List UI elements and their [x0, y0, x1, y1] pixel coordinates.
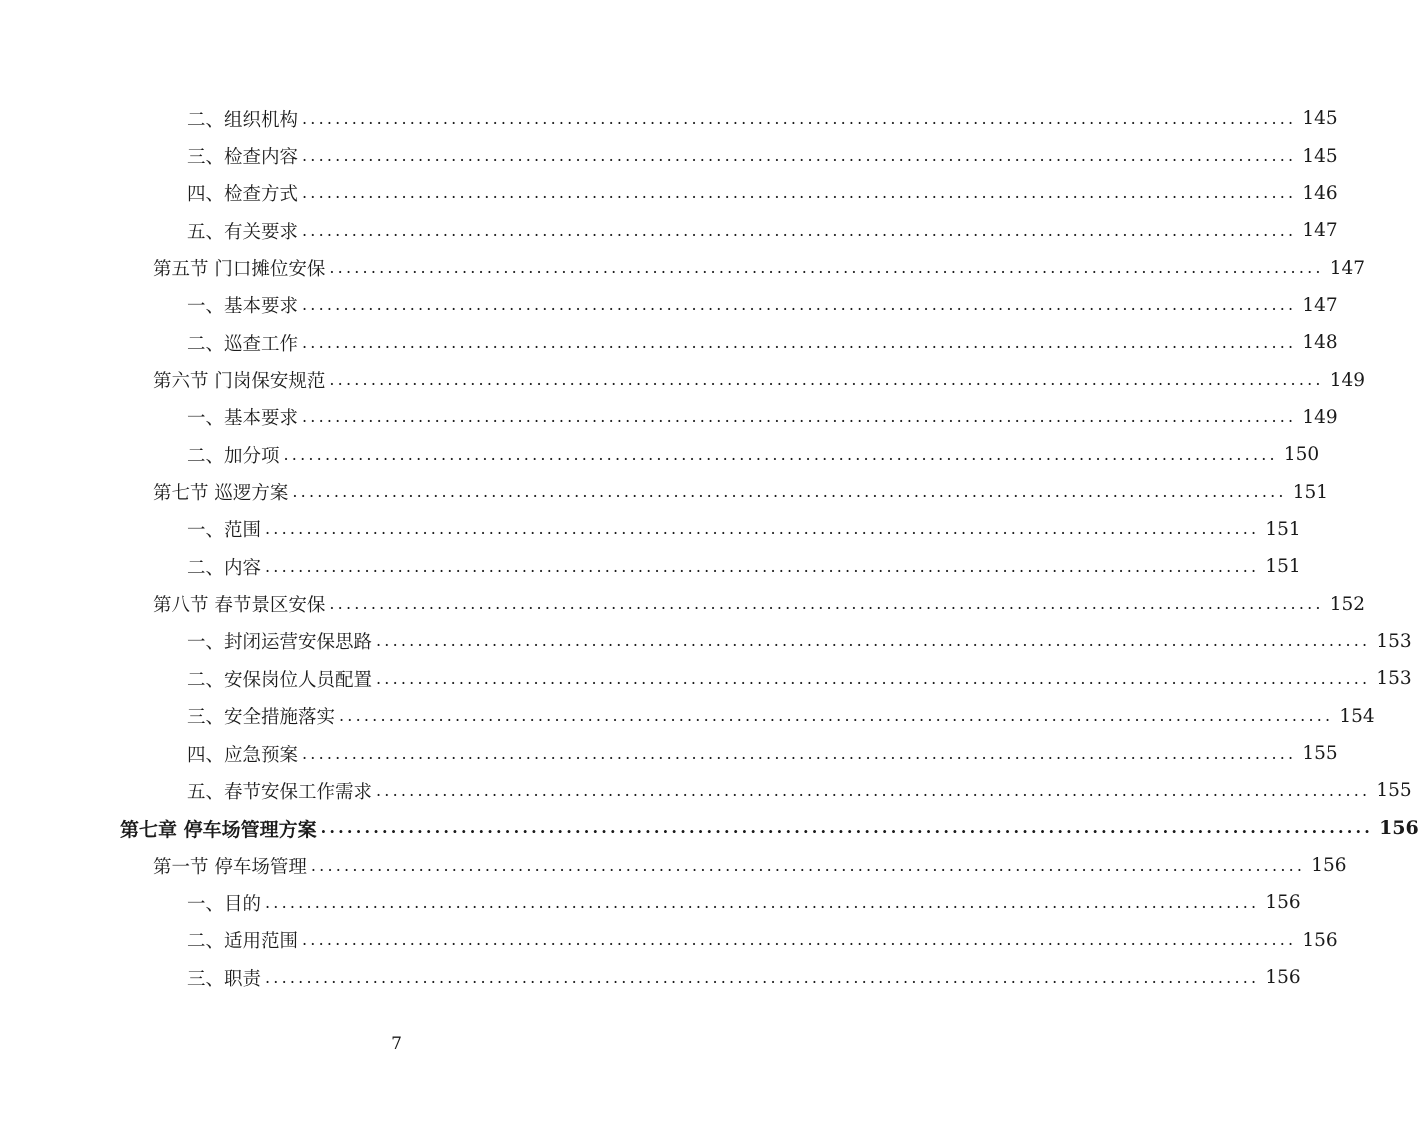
toc-section-entry[interactable] [0, 249, 1366, 286]
toc-dot-leader: ........................................................................................................................ [302, 930, 1297, 950]
toc-entry-title: 一、封闭运营安保思路 [187, 632, 373, 654]
toc-entry-page: 151 [1265, 518, 1301, 540]
toc-subsection-entry[interactable] [0, 324, 1338, 361]
toc-entry-page: 152 [1329, 593, 1366, 615]
toc-entry-title: 一、范围 [187, 520, 262, 542]
toc-entry-page: 150 [1283, 444, 1320, 466]
table-of-contents [0, 100, 1419, 996]
toc-dot-leader: ........................................................................................................................ [339, 706, 1334, 726]
toc-entry-page: 154 [1339, 705, 1375, 727]
toc-section-entry[interactable] [0, 361, 1366, 398]
toc-dot-leader: ........................................................................................................................ [329, 370, 1324, 390]
toc-subsection-entry[interactable] [0, 735, 1338, 772]
toc-subsection-entry[interactable] [0, 212, 1338, 249]
toc-entry-title: 第一节 停车场管理 [153, 856, 307, 878]
toc-entry-page: 145 [1302, 145, 1338, 167]
toc-entry-page: 148 [1302, 332, 1338, 354]
toc-section-entry[interactable] [0, 473, 1329, 510]
toc-entry-title: 五、春节安保工作需求 [187, 781, 373, 803]
toc-entry-page: 156 [1379, 817, 1419, 840]
toc-entry-title: 第五节 门口摊位安保 [153, 259, 326, 281]
toc-subsection-entry[interactable] [0, 548, 1301, 585]
toc-subsection-entry[interactable] [0, 922, 1338, 959]
toc-subsection-entry[interactable] [0, 623, 1412, 660]
toc-entry-page: 156 [1302, 929, 1338, 951]
toc-dot-leader: ........................................................................................................................ [376, 780, 1371, 800]
toc-section-entry[interactable] [0, 585, 1366, 622]
toc-entry-page: 156 [1265, 892, 1301, 914]
toc-subsection-entry[interactable] [0, 175, 1338, 212]
toc-entry-page: 153 [1376, 630, 1412, 652]
toc-section-entry[interactable] [0, 847, 1347, 884]
toc-dot-leader: ........................................................................................................................ [376, 668, 1371, 688]
toc-entry-title: 第七章 停车场管理方案 [120, 818, 317, 841]
toc-entry-title: 一、目的 [187, 893, 262, 915]
toc-entry-title: 第八节 春节景区安保 [153, 595, 326, 617]
toc-subsection-entry[interactable] [0, 959, 1301, 996]
toc-dot-leader: ........................................................................................................................ [302, 146, 1297, 166]
toc-entry-title: 二、内容 [187, 557, 262, 579]
toc-dot-leader: ........................................................................................................................ [302, 295, 1297, 315]
toc-entry-page: 147 [1302, 220, 1338, 242]
toc-entry-page: 155 [1376, 780, 1412, 802]
toc-subsection-entry[interactable] [0, 511, 1301, 548]
toc-dot-leader: ........................................................................................................................ [376, 631, 1371, 651]
toc-entry-page: 151 [1292, 481, 1329, 503]
toc-entry-page: 151 [1265, 556, 1301, 578]
toc-entry-title: 一、基本要求 [187, 296, 299, 318]
toc-subsection-entry[interactable] [0, 399, 1338, 436]
toc-subsection-entry[interactable] [0, 884, 1301, 921]
toc-dot-leader: ........................................................................................................................ [265, 892, 1260, 912]
toc-entry-page: 145 [1302, 108, 1338, 130]
toc-entry-title: 三、检查内容 [187, 147, 299, 169]
toc-entry-title: 二、适用范围 [187, 931, 299, 953]
toc-dot-leader: ........................................................................................................................ [302, 743, 1297, 763]
toc-subsection-entry[interactable] [0, 287, 1338, 324]
toc-dot-leader: ........................................................................................................................ [310, 855, 1306, 875]
toc-dot-leader: ........................................................................................................................ [329, 594, 1324, 614]
toc-subsection-entry[interactable] [0, 137, 1338, 174]
toc-entry-title: 四、检查方式 [187, 184, 299, 206]
toc-dot-leader: ........................................................................................................................ [302, 220, 1297, 240]
toc-dot-leader: ........................................................................................................................ [283, 444, 1278, 464]
toc-dot-leader: ........................................................................................................................ [302, 108, 1297, 128]
toc-entry-page: 146 [1302, 182, 1338, 204]
toc-entry-title: 三、职责 [187, 968, 262, 990]
toc-subsection-entry[interactable] [0, 698, 1375, 735]
toc-entry-page: 156 [1265, 967, 1301, 989]
toc-entry-page: 147 [1329, 257, 1366, 279]
toc-subsection-entry[interactable] [0, 100, 1338, 137]
toc-entry-page: 149 [1302, 406, 1338, 428]
toc-entry-title: 三、安全措施落实 [187, 707, 336, 729]
toc-entry-page: 149 [1329, 369, 1366, 391]
toc-entry-title: 四、应急预案 [187, 744, 299, 766]
toc-entry-title: 一、基本要求 [187, 408, 299, 430]
toc-entry-title: 二、加分项 [187, 445, 280, 467]
toc-entry-page: 155 [1302, 743, 1338, 765]
toc-dot-leader: ........................................................................................................................ [302, 407, 1297, 427]
page-number: 7 [391, 1034, 402, 1054]
toc-subsection-entry[interactable] [0, 436, 1320, 473]
toc-subsection-entry[interactable] [0, 660, 1412, 697]
toc-entry-title: 二、安保岗位人员配置 [187, 669, 373, 691]
toc-subsection-entry[interactable] [0, 772, 1412, 809]
toc-entry-title: 二、组织机构 [187, 109, 299, 131]
toc-dot-leader: ........................................................................................................................ [329, 258, 1324, 278]
toc-entry-page: 156 [1311, 855, 1347, 877]
toc-dot-leader: ........................................................................................................................ [302, 332, 1297, 352]
toc-entry-title: 二、巡查工作 [187, 333, 299, 355]
toc-entry-title: 第七节 巡逻方案 [153, 483, 289, 505]
toc-dot-leader: ........................................................................................................................ [292, 482, 1287, 502]
toc-dot-leader: ........................................................................................................................ [265, 556, 1260, 576]
toc-chapter-entry[interactable] [0, 810, 1419, 847]
toc-dot-leader: ........................................................................................................................ [265, 967, 1260, 987]
toc-entry-title: 五、有关要求 [187, 221, 299, 243]
toc-dot-leader: ........................................................................................................................ [265, 519, 1260, 539]
toc-dot-leader: ........................................................................................................................ [302, 183, 1297, 203]
toc-entry-page: 153 [1376, 668, 1412, 690]
toc-entry-page: 147 [1302, 294, 1338, 316]
toc-dot-leader: ........................................................................................................................ [320, 818, 1374, 838]
toc-entry-title: 第六节 门岗保安规范 [153, 371, 326, 393]
